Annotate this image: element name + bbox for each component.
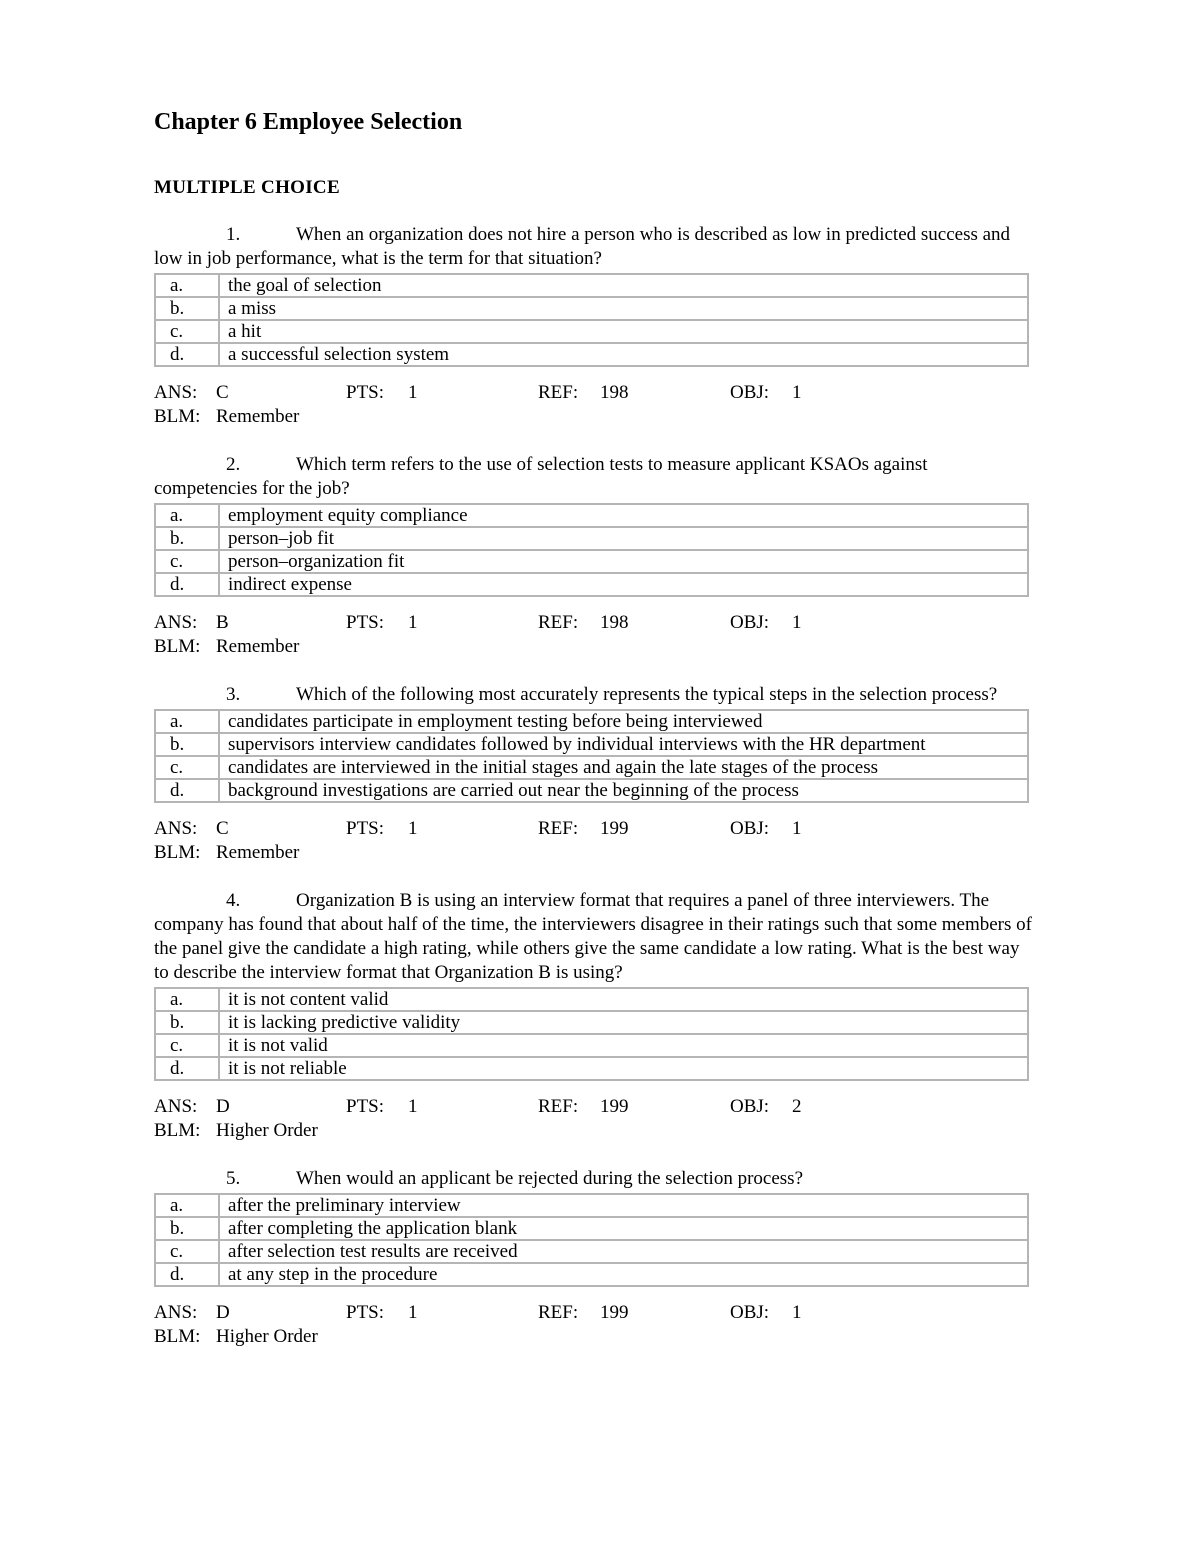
- choice-text: it is not reliable: [220, 1058, 1029, 1081]
- choice-text: it is lacking predictive validity: [220, 1012, 1029, 1035]
- choice-letter: d.: [154, 574, 220, 597]
- question: [154, 1167, 1034, 1349]
- ref-label: REF:: [538, 1096, 579, 1117]
- answer-metadata: [154, 1095, 1034, 1143]
- ref-label: REF:: [538, 1302, 579, 1323]
- choices-table: [154, 273, 1029, 367]
- answer-metadata: [154, 611, 1034, 659]
- choice-text: the goal of selection: [220, 273, 1029, 298]
- choice-text: it is not valid: [220, 1035, 1029, 1058]
- obj-label: OBJ:: [730, 1302, 770, 1323]
- choice-text: person–organization fit: [220, 551, 1029, 574]
- choice-row: [154, 273, 1029, 298]
- choice-letter: a.: [154, 273, 220, 298]
- choice-row: [154, 757, 1029, 780]
- choice-row: [154, 1218, 1029, 1241]
- question-text: [154, 223, 1034, 271]
- question-number: 5.: [226, 1168, 241, 1189]
- choice-letter: d.: [154, 780, 220, 803]
- obj-label: OBJ:: [730, 1096, 770, 1117]
- choice-row: [154, 1035, 1029, 1058]
- obj-label: OBJ:: [730, 612, 770, 633]
- choice-text: after completing the application blank: [220, 1218, 1029, 1241]
- blm-label: BLM:: [154, 1326, 201, 1347]
- question-body: Which of the following most accurately represents the typical steps in the selection process?: [296, 684, 998, 705]
- pts-label: PTS:: [346, 1302, 385, 1323]
- question: [154, 453, 1034, 659]
- ans-value: C: [216, 818, 229, 839]
- choice-text: candidates are interviewed in the initial stages and again the late stages of the process: [220, 757, 1029, 780]
- obj-value: 1: [792, 382, 802, 403]
- question-text: [154, 1167, 1034, 1191]
- question-body: Organization B is using an interview format that requires a panel of three interviewers. The company has found that about half of the time, the interviewers disagree in their ratings such that some members of the panel give the candidate a high rating, while others give the same candidate a low rating. What is the best way to describe the interview format that Organization B is using?: [154, 890, 1032, 983]
- obj-value: 2: [792, 1096, 802, 1117]
- question: [154, 683, 1034, 865]
- ref-label: REF:: [538, 818, 579, 839]
- choice-row: [154, 344, 1029, 367]
- choice-letter: a.: [154, 709, 220, 734]
- choice-text: after selection test results are received: [220, 1241, 1029, 1264]
- question-number: 2.: [226, 454, 241, 475]
- choice-row: [154, 1012, 1029, 1035]
- choice-text: a successful selection system: [220, 344, 1029, 367]
- choice-text: person–job fit: [220, 528, 1029, 551]
- obj-label: OBJ:: [730, 382, 770, 403]
- blm-label: BLM:: [154, 406, 201, 427]
- choice-row: [154, 551, 1029, 574]
- choice-text: supervisors interview candidates followed by individual interviews with the HR department: [220, 734, 1029, 757]
- choice-letter: d.: [154, 1058, 220, 1081]
- choice-letter: c.: [154, 1241, 220, 1264]
- blm-label: BLM:: [154, 1120, 201, 1141]
- pts-value: 1: [408, 612, 418, 633]
- choices-table: [154, 1193, 1029, 1287]
- choice-text: after the preliminary interview: [220, 1193, 1029, 1218]
- choice-letter: a.: [154, 503, 220, 528]
- ref-value: 198: [600, 612, 629, 633]
- pts-value: 1: [408, 382, 418, 403]
- blm-value: Remember: [216, 636, 300, 657]
- ans-label: ANS:: [154, 612, 198, 633]
- question-body: Which term refers to the use of selection tests to measure applicant KSAOs against competencies for the job?: [154, 454, 928, 499]
- ans-label: ANS:: [154, 818, 198, 839]
- question-number: 1.: [226, 224, 241, 245]
- choice-text: a miss: [220, 298, 1029, 321]
- choice-row: [154, 1264, 1029, 1287]
- ans-label: ANS:: [154, 1302, 198, 1323]
- choice-letter: d.: [154, 344, 220, 367]
- ref-value: 198: [600, 382, 629, 403]
- choices-table: [154, 503, 1029, 597]
- choice-row: [154, 734, 1029, 757]
- ref-label: REF:: [538, 382, 579, 403]
- choice-letter: c.: [154, 321, 220, 344]
- choices-table: [154, 709, 1029, 803]
- choice-letter: b.: [154, 1012, 220, 1035]
- choice-row: [154, 298, 1029, 321]
- blm-value: Higher Order: [216, 1120, 318, 1141]
- choices-table: [154, 987, 1029, 1081]
- choice-row: [154, 574, 1029, 597]
- obj-value: 1: [792, 1302, 802, 1323]
- ans-value: D: [216, 1302, 230, 1323]
- blm-value: Remember: [216, 842, 300, 863]
- choice-row: [154, 503, 1029, 528]
- ans-value: B: [216, 612, 229, 633]
- pts-value: 1: [408, 1302, 418, 1323]
- choice-row: [154, 1058, 1029, 1081]
- choice-text: a hit: [220, 321, 1029, 344]
- choice-row: [154, 528, 1029, 551]
- ref-label: REF:: [538, 612, 579, 633]
- ans-label: ANS:: [154, 382, 198, 403]
- question-list: [154, 223, 1034, 1349]
- section-heading: MULTIPLE CHOICE: [154, 177, 340, 198]
- choice-letter: c.: [154, 1035, 220, 1058]
- blm-value: Higher Order: [216, 1326, 318, 1347]
- choice-letter: b.: [154, 298, 220, 321]
- choice-row: [154, 987, 1029, 1012]
- ans-value: D: [216, 1096, 230, 1117]
- choice-letter: b.: [154, 528, 220, 551]
- choice-row: [154, 1241, 1029, 1264]
- pts-label: PTS:: [346, 1096, 385, 1117]
- choice-text: candidates participate in employment testing before being interviewed: [220, 709, 1029, 734]
- obj-label: OBJ:: [730, 818, 770, 839]
- ref-value: 199: [600, 1302, 629, 1323]
- question-body: When would an applicant be rejected during the selection process?: [296, 1168, 803, 1189]
- choice-letter: c.: [154, 757, 220, 780]
- answer-metadata: [154, 817, 1034, 865]
- choice-letter: a.: [154, 1193, 220, 1218]
- question-number: 4.: [226, 890, 241, 911]
- ref-value: 199: [600, 1096, 629, 1117]
- choice-text: at any step in the procedure: [220, 1264, 1029, 1287]
- chapter-title: Chapter 6 Employee Selection: [154, 109, 463, 135]
- pts-value: 1: [408, 818, 418, 839]
- choice-letter: d.: [154, 1264, 220, 1287]
- ref-value: 199: [600, 818, 629, 839]
- question-text: [154, 889, 1034, 985]
- answer-metadata: [154, 381, 1034, 429]
- choice-text: employment equity compliance: [220, 503, 1029, 528]
- answer-metadata: [154, 1301, 1034, 1349]
- question: [154, 223, 1034, 429]
- pts-label: PTS:: [346, 818, 385, 839]
- obj-value: 1: [792, 818, 802, 839]
- choice-row: [154, 780, 1029, 803]
- choice-letter: b.: [154, 1218, 220, 1241]
- pts-value: 1: [408, 1096, 418, 1117]
- choice-letter: c.: [154, 551, 220, 574]
- blm-label: BLM:: [154, 636, 201, 657]
- choice-text: it is not content valid: [220, 987, 1029, 1012]
- choice-row: [154, 321, 1029, 344]
- choice-letter: a.: [154, 987, 220, 1012]
- ans-value: C: [216, 382, 229, 403]
- blm-label: BLM:: [154, 842, 201, 863]
- question-text: [154, 683, 1034, 707]
- question: [154, 889, 1034, 1143]
- choice-letter: b.: [154, 734, 220, 757]
- question-text: [154, 453, 1034, 501]
- document-page: [154, 105, 1034, 1349]
- choice-row: [154, 709, 1029, 734]
- question-number: 3.: [226, 684, 241, 705]
- pts-label: PTS:: [346, 612, 385, 633]
- obj-value: 1: [792, 612, 802, 633]
- pts-label: PTS:: [346, 382, 385, 403]
- question-body: When an organization does not hire a person who is described as low in predicted success and low in job performance, what is the term for that situation?: [154, 224, 1011, 269]
- blm-value: Remember: [216, 406, 300, 427]
- ans-label: ANS:: [154, 1096, 198, 1117]
- choice-text: background investigations are carried out near the beginning of the process: [220, 780, 1029, 803]
- choice-text: indirect expense: [220, 574, 1029, 597]
- choice-row: [154, 1193, 1029, 1218]
